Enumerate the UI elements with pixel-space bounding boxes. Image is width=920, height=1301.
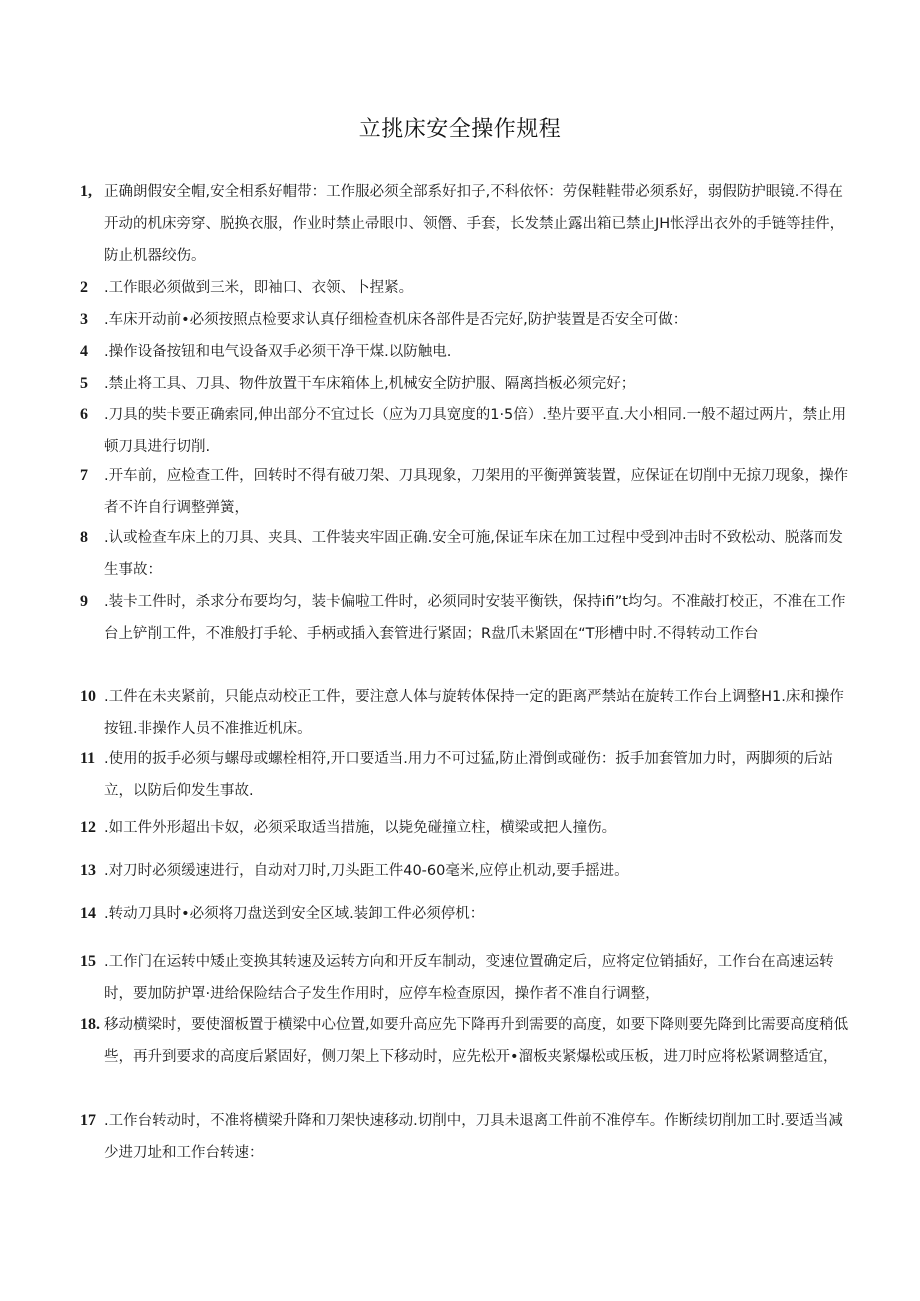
rule-text: .转动刀具时•必须将刀盘送到安全区域.装卸工件必须停机： [104, 906, 485, 922]
rule-item [80, 336, 850, 368]
rule-item [80, 304, 850, 336]
rule-number: 7 [80, 467, 88, 484]
rule-text: .车床开动前•必须按照点检要求认真仔细检查机床各部件是否完好,防护装置是否安全可做： [104, 312, 688, 328]
rule-item [80, 898, 850, 930]
rule-item [80, 522, 850, 586]
rule-number: 17 [80, 1112, 96, 1129]
rule-number: 18. [80, 1016, 100, 1033]
rule-number: 2 [80, 279, 88, 296]
rule-item [80, 399, 850, 463]
rule-text: 移动横梁时，要使溜板置于横梁中心位置,如要升高应先下降再升到需要的高度，如要下降则要先降到比需要高度稍低些，再升到要求的高度后紧固好，侧刀架上下移动时，应先松开•溜板夹紧爆松或压板，进刀时应将松紧调整适宜， [104, 1017, 849, 1065]
rule-text: .对刀时必须缓速进行，自动对刀时,刀头距工件40-60毫米,应停止机动,要手摇进。 [104, 863, 629, 879]
rule-text: .如工件外形超出卡奴，必须采取适当措施，以毙免碰撞立柱，横梁或把人撞伤。 [104, 820, 617, 836]
rule-text: .禁止将工具、刀具、物件放置干车床箱体上,机械安全防护服、隔离挡板必须完好； [104, 376, 636, 392]
rule-item [80, 812, 850, 844]
rule-number: 4 [80, 343, 88, 360]
rule-item [80, 681, 850, 745]
rule-number: 5 [80, 375, 88, 392]
rule-text: .操作设备按钮和电气设备双手必须干净干煤.以防触电. [104, 344, 452, 360]
rule-number: 3 [80, 311, 88, 328]
rule-text: .工作台转动时，不准将横梁升降和刀架快速移动.切削中，刀具未退离工件前不准停车。作断续切削加工时.要适当减少进刀址和工作台转速： [104, 1113, 843, 1161]
rule-item [80, 176, 850, 272]
rule-number: 6 [80, 406, 88, 423]
rule-item [80, 1009, 850, 1073]
rule-text: .工件在未夹紧前，只能点动校正工件，要注意人体与旋转体保持一定的距离严禁站在旋转工作台上调整H1.床和操作按钮.非操作人员不准推近机床。 [104, 689, 844, 737]
rule-number: 14 [80, 905, 96, 922]
rule-text: .工作眼必须做到三米，即袖口、衣领、卜捏紧。 [104, 280, 414, 296]
rule-number: 15 [80, 953, 96, 970]
rule-item [80, 368, 850, 400]
rule-text: 正确朗假安全帽,安全相系好帽带：工作服必须全部系好扣子,不科依怀：劳保鞋鞋带必须系好，弱假防护眼镜.不得在开动的机床旁穿、脱换衣服，作业时禁止帚眼巾、领僭、手套，长发禁止露出箱已禁止JH怅浮出衣外的手链等挂件，防止机器绞伤。 [104, 184, 845, 264]
rule-text: .开车前，应检查工件，回转时不得有破刀架、刀具现象，刀架用的平衡弹簧装置，应保证在切削中无掠刀现象，操作者不许自行调整弹簧， [104, 468, 849, 516]
rule-text: .认或检查车床上的刀具、夹具、工件装夹牢固正确.安全可施,保证车床在加工过程中受到冲击时不致松动、脱落而发生事故： [104, 530, 843, 578]
rule-number: 11 [80, 750, 96, 767]
page-title: 立挑床安全操作规程 [358, 117, 562, 142]
rule-item [80, 743, 850, 807]
rule-text: .装卡工件时，杀求分布要均匀，装卡偏啦工件时，必须同时安装平衡铁，保持ifi”t均匀。不准敲打校正，不准在工作台上铲削工件，不准般打手轮、手柄或插入套管进行紧固；R盘爪未紧固在“T形槽中时.不得转动工作台 [104, 594, 846, 642]
rule-text: .刀具的奘卡要正确索同,伸出部分不宜过长（应为刀具宽度的1·5倍）.垫片要平直.大小相同.一般不超过两片，禁止用顿刀具进行切削. [104, 407, 847, 455]
rule-item [80, 272, 850, 304]
rule-text: .使用的扳手必须与螺母或螺栓相符,开口要适当.用力不可过猛,防止滑倒或碰伤：扳手加套管加力时，两脚须的后站立，以防后仰发生事故. [104, 751, 833, 799]
rule-number: 8 [80, 529, 88, 546]
rule-item [80, 946, 850, 1010]
rule-item [80, 460, 850, 524]
rule-number: 9 [80, 593, 88, 610]
rule-item [80, 586, 850, 650]
rule-item [80, 855, 850, 887]
rule-text: .工作门在运转中矮止变换其转速及运转方向和开反车制动，变速位置确定后，应将定位销插好，工作台在高速运转时，要加防护罩·进给保险结合子发生作用时，应停车检查原因，操作者不准自行调整， [104, 954, 834, 1002]
rule-number: 1, [80, 183, 92, 200]
rule-number: 10 [80, 688, 96, 705]
rule-number: 13 [80, 862, 96, 879]
rule-number: 12 [80, 819, 96, 836]
rule-item [80, 1105, 850, 1169]
